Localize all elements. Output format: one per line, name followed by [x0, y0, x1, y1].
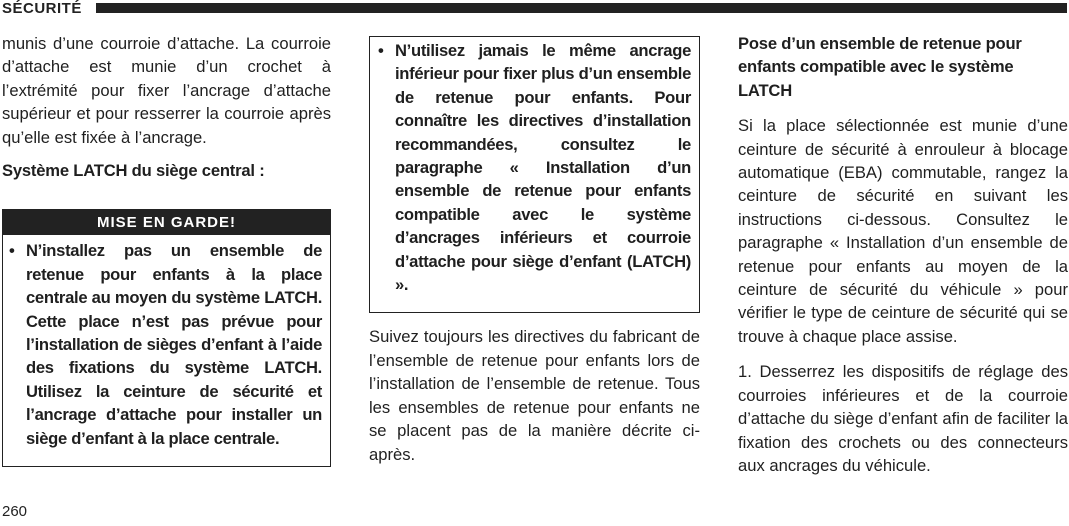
warning-item — [370, 37, 699, 296]
body-paragraph: munis d’une courroie d’attache. La courroie d’attache est munie d’un crochet à l’extrémité pour fixer l’ancrage d’attache supérieur et pour resserrer la courroie après qu’elle est fixée à l’ancrage. — [2, 34, 331, 147]
warning-text: N’utilisez jamais le même ancrage inférieur pour fixer plus d’un ensemble de retenue pour enfants. Pour connaître les directives d’installation recommandées, consultez le paragraphe « Installation d’un ensemble de retenue pour enfants compatible avec le système d’ancrages inférieurs et courroie d’attache pour siège d’enfant (LATCH) ». — [395, 41, 691, 295]
body-paragraph: Suivez toujours les directives du fabricant de l’ensemble de retenue pour enfants lors de l’installation de l’ensemble de retenue. Tous les ensembles de retenue pour enfants ne se placent pas de la manière décrite ci-après. — [369, 327, 700, 464]
column-right — [738, 32, 1068, 477]
column-middle — [369, 36, 700, 466]
warning-item — [3, 235, 330, 450]
body-paragraph: Si la place sélectionnée est munie d’une ceinture de sécurité à enrouleur à blocage automatique (EBA) commutable, rangez la ceinture de sécurité en suivant les instructions ci-dessous. Consultez le paragraphe « Installation d’un ensemble de retenue pour enfants au moyen de la ceinture de sécurité du véhicule » pour vérifier le type de ceinture de sécurité qui se trouve à chaque place assise. — [738, 116, 1068, 346]
warning-box — [2, 209, 331, 467]
section-heading: Pose d’un ensemble de retenue pour enfants compatible avec le système LATCH — [738, 34, 1022, 100]
warning-text: N’installez pas un ensemble de retenue pour enfants à la place centrale au moyen du système LATCH. Cette place n’est pas prévue pour l’installation de sièges d’enfant à l’aide des fixations du système LATCH. Utilisez la ceinture de sécurité et l’ancrage d’attache pour installer un siège d’enfant à la place centrale. — [26, 241, 322, 448]
header-rule — [96, 3, 1067, 13]
step-paragraph: 1. Desserrez les dispositifs de réglage des courroies inférieures et de la courroie d’attache du siège d’enfant afin de faciliter la fixation des crochets ou des connecteurs aux ancrages du véhicule. — [738, 362, 1068, 475]
column-left — [2, 32, 331, 467]
section-title: SÉCURITÉ — [2, 0, 82, 17]
bullet-icon: • — [378, 41, 384, 60]
warning-title: MISE EN GARDE! — [3, 210, 330, 235]
page-number: 260 — [2, 503, 28, 520]
section-heading: Système LATCH du siège central : — [2, 161, 265, 181]
warning-continuation-box — [369, 36, 700, 313]
bullet-icon: • — [9, 241, 15, 261]
